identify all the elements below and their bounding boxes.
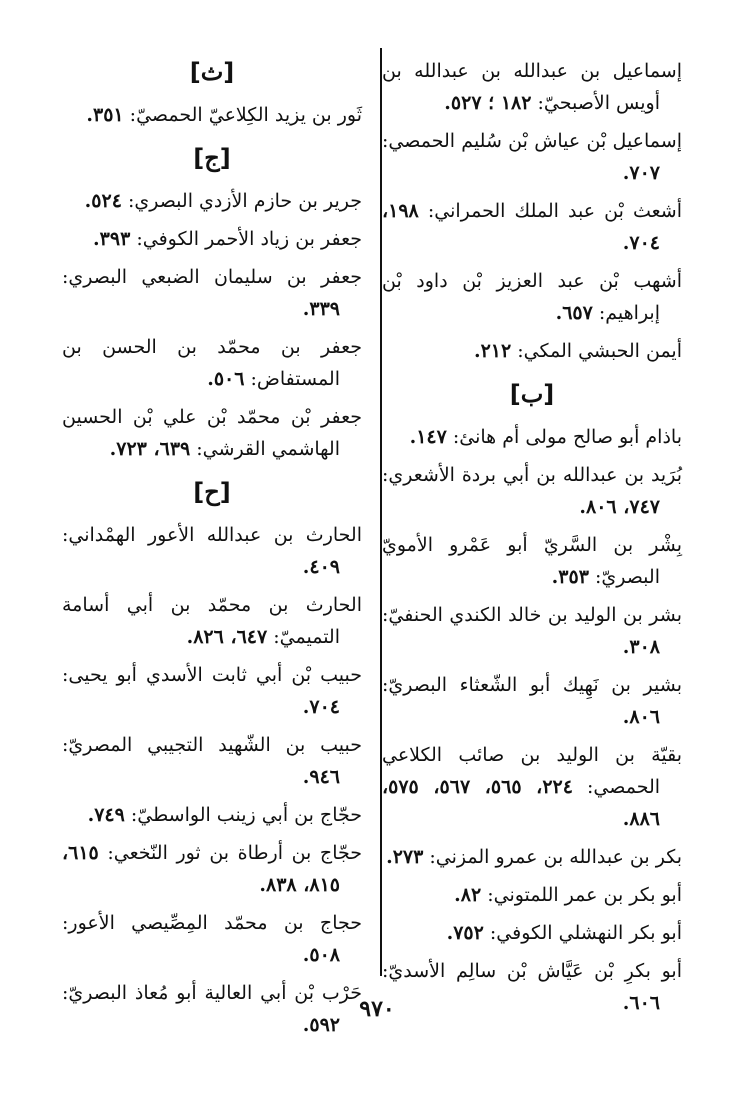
entry-name: حجاج بن محمّد المِصِّيصي الأعور: <box>62 912 362 934</box>
entry-name: حجّاج بن أبي زينب الواسطيّ: <box>130 804 362 826</box>
page-number: ٩٧٠ <box>359 996 395 1022</box>
section-letter: ج <box>204 143 220 172</box>
index-entry <box>382 529 682 593</box>
entry-pages: ٤٠٩. <box>302 556 340 578</box>
column-divider <box>380 48 382 976</box>
right-column-top-entries <box>382 55 682 367</box>
entry-pages: ٧٤٧، ٨٠٦. <box>579 496 660 518</box>
entry-name: أيمن الحبشي المكي: <box>517 340 682 362</box>
section-heading <box>62 141 362 175</box>
index-entry <box>62 223 362 255</box>
section-letter: ث <box>200 57 224 86</box>
entry-pages: ٣٥١. <box>86 104 124 126</box>
entry-name: حبيب بن الشّهيد التجيبي المصريّ: <box>62 734 362 756</box>
bracket-close: ] <box>189 58 201 86</box>
entry-name: أبو بكر بن عمر اللمتوني: <box>487 884 682 906</box>
entry-pages: ٧٠٤. <box>302 696 340 718</box>
index-entry <box>62 659 362 723</box>
entry-pages: ٥٠٦. <box>207 368 245 390</box>
index-entry <box>382 335 682 367</box>
entry-name: أشعث بْن عبد الملك الحمراني: <box>427 200 682 222</box>
entry-name: الحارث بن عبدالله الأعور الهمْداني: <box>62 524 362 546</box>
entry-name: أبو بكرِ بْن عَيَّاش بْن سالِم الأسديّ: <box>382 960 682 982</box>
entry-name: إسماعيل بن عبدالله بن عبدالله بن أويس الأصبحيّ: <box>382 60 682 114</box>
entry-pages: ٦٣٩، ٧٢٣. <box>109 438 191 460</box>
entry-name: جعفر بن محمّد بن الحسن بن المستفاض: <box>62 336 362 390</box>
entry-pages: ٦٠٦. <box>622 992 660 1014</box>
index-entry <box>62 837 362 901</box>
index-entry <box>382 55 682 119</box>
bracket-close: ] <box>193 478 205 506</box>
entry-pages: ٣٠٨. <box>622 636 660 658</box>
entry-pages: ٩٤٦. <box>302 766 340 788</box>
index-entry <box>382 421 682 453</box>
index-entry <box>62 907 362 971</box>
entry-name: بشر بن الوليد بن خالد الكندي الحنفيّ: <box>382 604 682 626</box>
entry-name: بشير بن نَهِيك أبو الشّعثاء البصريّ: <box>382 674 682 696</box>
bracket-open: [ <box>223 58 235 86</box>
entry-pages: ٣٣٩. <box>302 298 340 320</box>
entry-name: جعفر بْن محمّد بْن علي بْن الحسين الهاشمي القرشي: <box>62 406 362 460</box>
index-entry <box>62 99 362 131</box>
entry-pages: ٥٩٢. <box>302 1014 340 1036</box>
index-entry <box>62 401 362 465</box>
entry-name: جرير بن حازم الأزدي البصري: <box>127 190 362 212</box>
index-entry <box>382 841 682 873</box>
index-entry <box>62 331 362 395</box>
index-entry <box>62 799 362 831</box>
right-column <box>382 55 682 1025</box>
index-entry <box>62 185 362 217</box>
entry-name: باذام أبو صالح مولى أم هانئ: <box>452 426 682 448</box>
section-heading <box>62 475 362 509</box>
entry-pages: ٢٢٤، ٥٦٥، ٥٦٧، ٥٧٥، ٨٨٦. <box>382 776 660 830</box>
entry-pages: ٧٥٢. <box>446 922 484 944</box>
section-letter: ح <box>204 477 220 506</box>
index-entry <box>62 729 362 793</box>
entry-pages: ٦١٥، ٨١٥، ٨٣٨. <box>62 842 340 896</box>
entry-pages: ٣٥٣. <box>551 566 589 588</box>
entry-name: بكر بن عبدالله بن عمرو المزني: <box>429 846 682 868</box>
bracket-open: [ <box>219 144 231 172</box>
index-entry <box>382 879 682 911</box>
entry-pages: ٦٤٧، ٨٢٦. <box>186 626 268 648</box>
entry-pages: ٣٩٣. <box>93 228 131 250</box>
entry-name: جعفر بن زياد الأحمر الكوفي: <box>136 228 362 250</box>
entry-pages: ٥٠٨. <box>302 944 340 966</box>
bracket-close: ] <box>509 380 521 408</box>
index-entry <box>62 261 362 325</box>
entry-name: إسماعيل بْن عياش بْن سُليم الحمصي: <box>382 130 682 152</box>
index-entry <box>382 917 682 949</box>
entry-pages: ٢٧٣. <box>386 846 424 868</box>
entry-pages: ١٩٨، ٧٠٤. <box>382 200 660 254</box>
entry-pages: ٧٠٧. <box>622 162 660 184</box>
index-entry <box>382 739 682 835</box>
entry-name: أبو بكر النهشلي الكوفي: <box>489 922 682 944</box>
entry-name: بُرَيد بن عبدالله بن أبي بردة الأشعري: <box>382 464 682 486</box>
index-entry <box>382 265 682 329</box>
left-column <box>62 55 362 1047</box>
bracket-open: [ <box>219 478 231 506</box>
section-heading <box>62 55 362 89</box>
index-entry <box>382 459 682 523</box>
entry-pages: ٥٢٤. <box>84 190 122 212</box>
bracket-close: ] <box>193 144 205 172</box>
section-letter: ب <box>520 379 544 408</box>
entry-pages: ١٤٧. <box>409 426 447 448</box>
entry-name: حجّاج بن أرطاة بن ثور النّخعي: <box>107 842 362 864</box>
entry-name: أشهب بْن عبد العزيز بْن داود بْن إبراهيم: <box>382 270 682 324</box>
entry-name: ثَور بن يزيد الكِلاعيّ الحمصيّ: <box>129 104 362 126</box>
entry-name: الحارث بن محمّد بن أبي أسامة التميميّ: <box>62 594 362 648</box>
index-entry <box>382 195 682 259</box>
entry-pages: ٨٠٦. <box>622 706 660 728</box>
index-entry <box>382 125 682 189</box>
entry-pages: ٦٥٧. <box>555 302 593 324</box>
entry-name: جعفر بن سليمان الضبعي البصري: <box>62 266 362 288</box>
index-entry <box>62 589 362 653</box>
entry-name: بِشْر بن السَّريّ أبو عَمْرو الأمويّ البصريّ: <box>382 534 682 588</box>
index-entry <box>382 599 682 663</box>
entry-pages: ٨٢. <box>454 884 482 906</box>
index-entry <box>382 669 682 733</box>
entry-pages: ١٨٢ ؛ ٥٢٧. <box>444 92 532 114</box>
index-entry <box>62 519 362 583</box>
right-column-entries <box>382 421 682 1019</box>
section-heading-ba <box>382 377 682 411</box>
entry-name: بقيّة بن الوليد بن صائب الكلاعي الحمصي: <box>382 744 682 798</box>
entry-pages: ٧٤٩. <box>87 804 125 826</box>
entry-name: حَرْب بْن أبي العالية أبو مُعاذ البصريّ: <box>62 982 362 1004</box>
entry-name: حبيب بْن أبي ثابت الأسدي أبو يحيى: <box>62 664 362 686</box>
bracket-open: [ <box>543 380 555 408</box>
entry-pages: ٢١٢. <box>473 340 512 362</box>
